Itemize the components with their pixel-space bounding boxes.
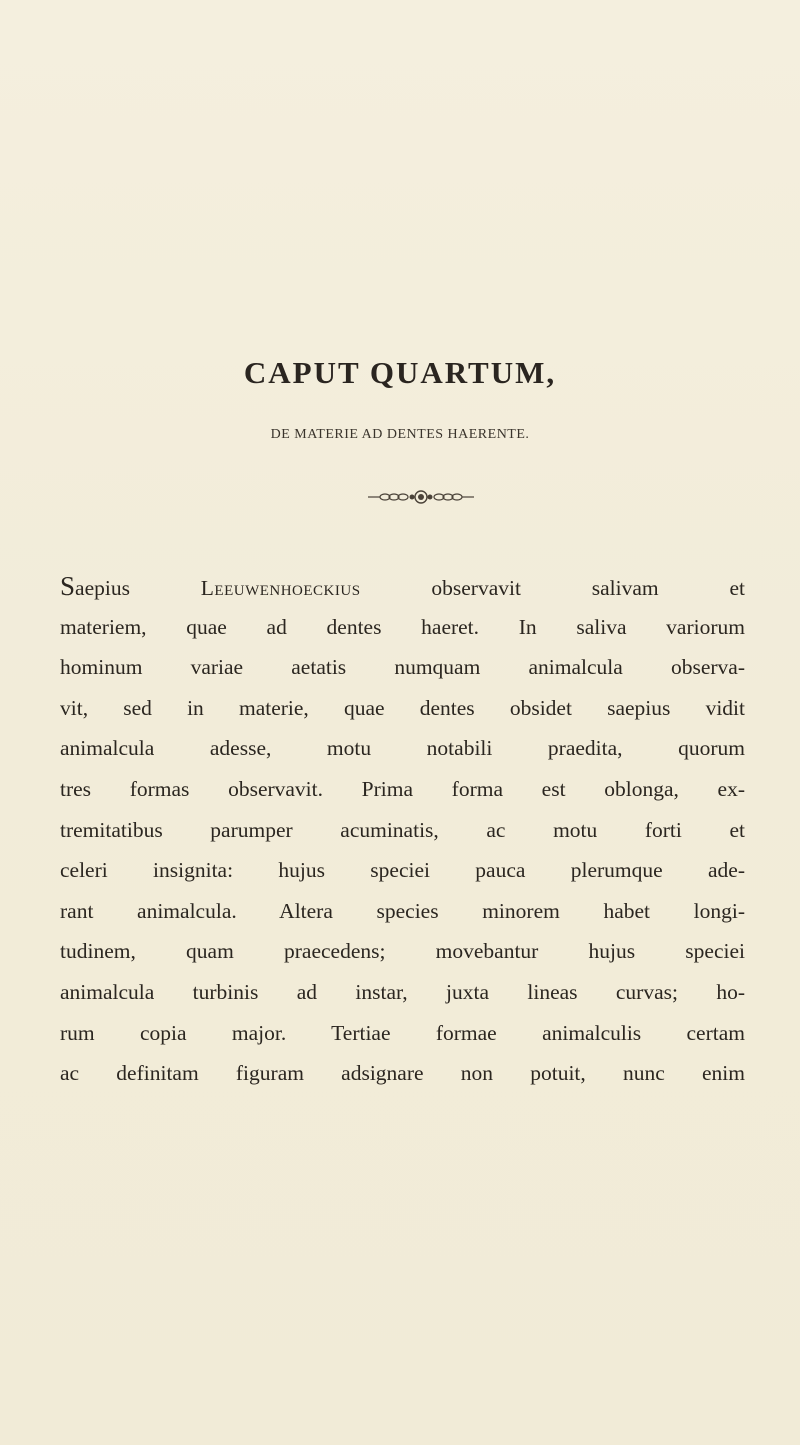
text-line: rant animalcula. Altera species minorem habet longi- [60,898,745,923]
body-paragraph [60,566,745,1094]
text-line: vit, sed in materie, quae dentes obsidet saepius vidit [60,695,745,720]
chapter-title: CAPUT QUARTUM, [243,355,557,390]
text-line: animalcula adesse, motu notabili praedita, quorum [60,736,745,761]
chapter-subtitle: DE MATERIE AD DENTES HAERENTE. [270,427,530,442]
text-line: ac definitam figuram adsignare non potuit, nunc enim [60,1061,745,1086]
text-line-1 [60,566,745,607]
text-line: tres formas observavit. Prima forma est oblonga, ex- [60,776,745,801]
text-line: rum copia major. Tertiae formae animalculis certam [60,1020,745,1045]
first-word-rest: aepius [75,576,201,600]
text-line: animalcula turbinis ad instar, juxta lineas curvas; ho- [60,979,745,1004]
drop-cap: S [60,571,76,601]
first-line-rest: observavit salivam et [360,576,745,600]
ornament-divider-icon [368,489,474,505]
text-line: celeri insignita: hujus speciei pauca plerumque ade- [60,858,745,883]
text-line: materiem, quae ad dentes haeret. In saliva variorum [60,614,745,639]
author-name: Leeuwenhoeckius [200,576,361,600]
text-line: tremitatibus parumper acuminatis, ac motu forti et [60,817,745,842]
text-line: tudinem, quam praecedens; movebantur hujus speciei [60,939,745,964]
text-line: hominum variae aetatis numquam animalcula observa- [60,655,745,680]
